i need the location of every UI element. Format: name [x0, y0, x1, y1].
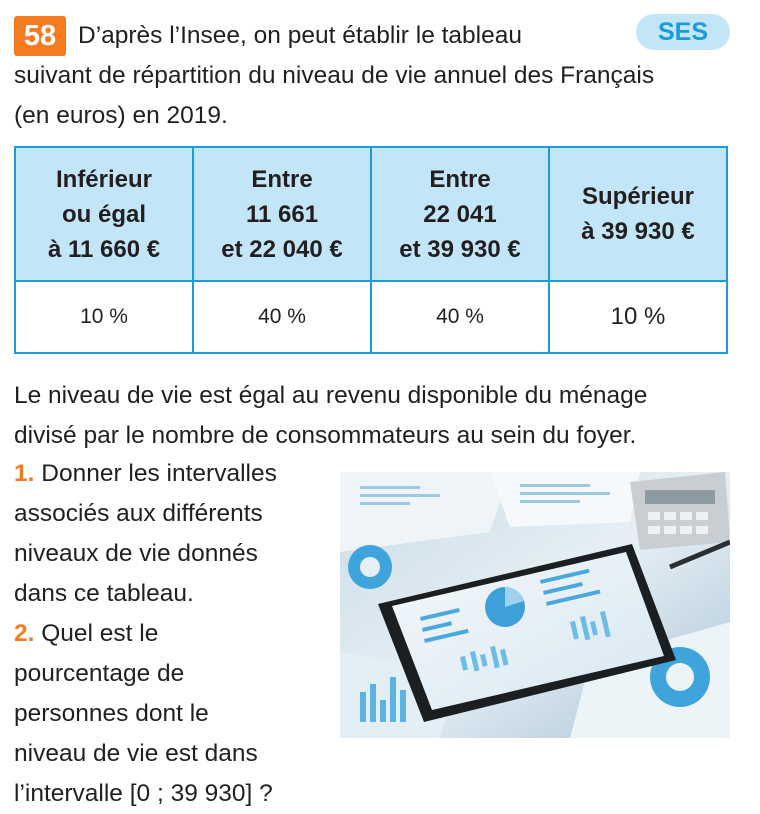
- header-cell-bracket-3: Entre 22 041 et 39 930 €: [371, 147, 549, 281]
- value-cell: 40 %: [371, 281, 549, 353]
- question-list: [14, 454, 334, 814]
- exercise-number-badge: 58: [14, 16, 66, 56]
- value-cell: 40 %: [193, 281, 371, 353]
- header-cell-bracket-4: Supérieur à 39 930 €: [549, 147, 727, 281]
- tablet-financial-charts-photo: [340, 472, 730, 738]
- definition-line: divisé par le nombre de consommateurs au sein du foyer.: [14, 422, 637, 449]
- header-cell-bracket-1: Inférieur ou égal à 11 660 €: [15, 147, 193, 281]
- intro-line: suivant de répartition du niveau de vie annuel des Français: [14, 62, 655, 89]
- value-cell: 10 %: [549, 281, 727, 353]
- header-cell-bracket-2: Entre 11 661 et 22 040 €: [193, 147, 371, 281]
- table-header-row: [15, 147, 727, 281]
- question-number: 1.: [14, 460, 35, 487]
- definition-paragraph: [14, 376, 744, 456]
- question-1: 1. Donner les intervalles associés aux différents niveaux de vie donnés dans ce tableau.: [14, 460, 277, 607]
- table-values-row: [15, 281, 727, 353]
- intro-line: D’après l’Insee, on peut établir le tableau: [78, 22, 523, 49]
- income-distribution-table: [14, 146, 728, 354]
- value-cell: 10 %: [15, 281, 193, 353]
- definition-line: Le niveau de vie est égal au revenu disponible du ménage: [14, 382, 648, 409]
- question-2: 2. Quel est le pourcentage de personnes dont le niveau de vie est dans l’intervalle [0 ; 39 930] ?: [14, 620, 273, 807]
- question-number: 2.: [14, 620, 35, 647]
- intro-line: (en euros) en 2019.: [14, 102, 228, 129]
- exercise-intro: [14, 16, 734, 136]
- subject-badge-ses: SES: [636, 14, 730, 50]
- photo-illustration: [340, 472, 730, 738]
